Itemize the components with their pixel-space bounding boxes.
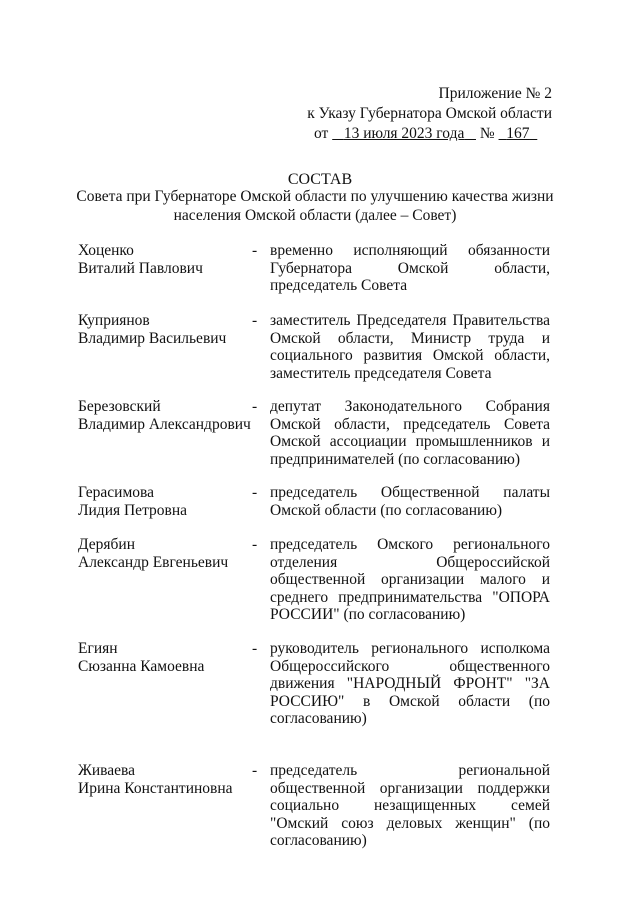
appendix-header [300, 84, 552, 144]
member-surname: Хоценко [78, 242, 134, 259]
member-given-names: Ирина Константиновна [78, 779, 233, 797]
member-surname: Герасимова [78, 484, 155, 501]
member-given-names: Александр Евгеньевич [78, 553, 229, 571]
member-name [78, 398, 258, 433]
member-role: председатель региональной общественной организации поддержки социально незащищенных семей "Омский союз деловых женщин" (по согласованию) [270, 762, 550, 849]
member-given-names: Владимир Васильевич [78, 329, 227, 347]
decree-reference: к Указу Губернатора Омской области [307, 105, 552, 122]
member-role: председатель Омского регионального отделения Общероссийской общественной организации малого и среднего предпринимательства "ОПОРА РОССИИ" (по согласованию) [270, 536, 550, 623]
member-role: заместитель Председателя Правительства Омской области, Министр труда и социального развития Омской области, заместитель председателя Совета [270, 312, 550, 382]
member-role: временно исполняющий обязанности Губернатора Омской области, председатель Совета [270, 242, 550, 294]
member-role: председатель Общественной палаты Омской области (по согласованию) [270, 484, 550, 519]
decree-date: 13 июля 2023 года [343, 125, 465, 142]
member-given-names: Сюзанна Камоевна [78, 657, 205, 675]
member-given-names: Лидия Петровна [78, 501, 188, 519]
member-name [78, 242, 258, 277]
member-dash: - [252, 536, 258, 553]
member-dash: - [252, 484, 258, 501]
from-label: от [314, 125, 329, 142]
member-dash: - [252, 398, 258, 415]
member-name [78, 640, 258, 675]
member-dash: - [252, 640, 258, 657]
member-name [78, 762, 258, 797]
member-name [78, 536, 258, 571]
member-dash: - [252, 242, 258, 259]
member-dash: - [252, 312, 258, 329]
member-name [78, 484, 258, 519]
appendix-number: Приложение № 2 [438, 85, 552, 102]
member-name [78, 312, 258, 347]
member-surname: Березовский [78, 398, 161, 415]
member-role: руководитель регионального исполкома Общероссийского общественного движения "НАРОДНЫЙ ФРОНТ" "ЗА РОССИЮ" в Омской области (по согласованию) [270, 640, 550, 727]
document-title: СОСТАВ [287, 171, 353, 188]
member-role: депутат Законодательного Собрания Омской области, председатель Совета Омской ассоциации промышленников и предпринимателей (по согласованию) [270, 398, 550, 468]
member-dash: - [252, 762, 258, 779]
number-label: № [479, 125, 495, 142]
member-given-names: Виталий Павлович [78, 259, 203, 277]
member-surname: Куприянов [78, 312, 150, 329]
decree-date-line [300, 124, 552, 144]
document-subtitle: Совета при Губернаторе Омской области по улучшению качества жизни населения Омской области (далее – Совет) [76, 188, 554, 224]
member-surname: Дерябин [78, 536, 135, 553]
member-surname: Живаева [78, 762, 136, 779]
member-surname: Егиян [78, 640, 118, 657]
member-given-names: Владимир Александрович [78, 415, 251, 433]
decree-number: 167 [506, 125, 530, 142]
